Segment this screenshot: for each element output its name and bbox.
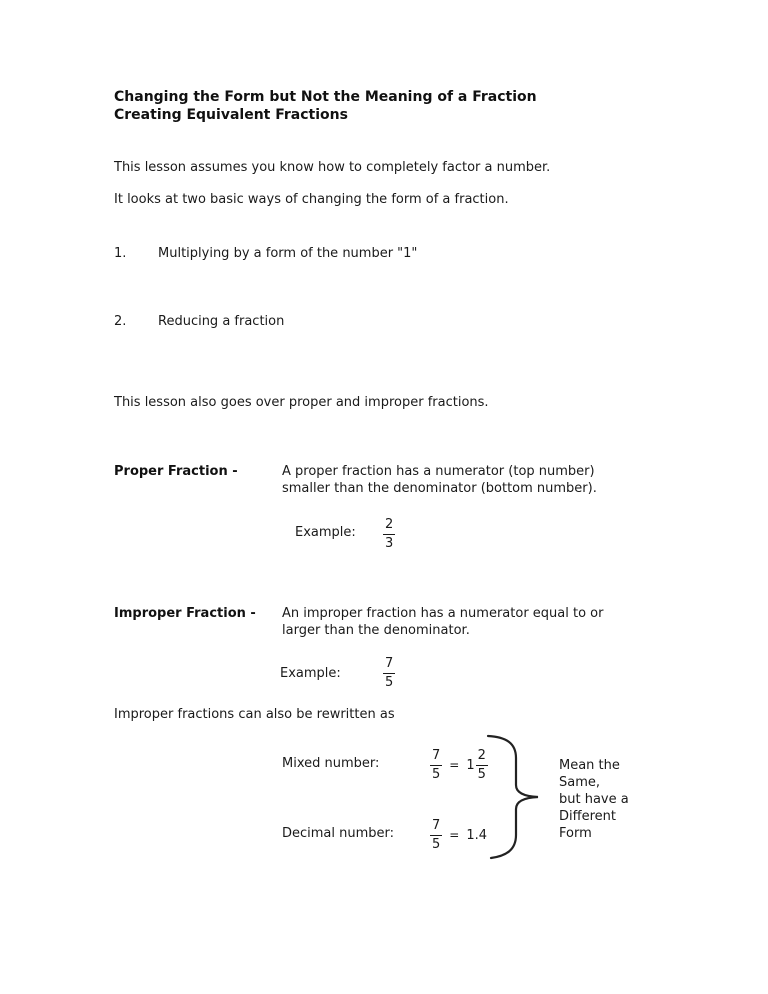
- proper-definition-line-2: smaller than the denominator (bottom number).: [282, 481, 597, 496]
- paragraph-intro-two-ways: It looks at two basic ways of changing the form of a fraction.: [114, 192, 509, 207]
- mixed-number-result: [466, 747, 488, 784]
- whole-number: 1: [466, 757, 475, 773]
- term-proper-fraction: Proper Fraction -: [114, 464, 238, 479]
- fraction-denominator: 3: [385, 536, 394, 551]
- fraction-denominator: 5: [432, 836, 441, 852]
- fraction-numerator: 7: [432, 817, 441, 833]
- equals-sign: =: [449, 758, 460, 772]
- brace-caption-line-5: Form: [559, 826, 592, 841]
- right-curly-brace-icon: [486, 730, 548, 863]
- improper-example-fraction: [383, 655, 395, 692]
- proper-example-label: Example:: [295, 525, 356, 540]
- brace-caption-line-4: Different: [559, 809, 616, 824]
- decimal-equation: [430, 816, 487, 854]
- fraction-numerator: 2: [477, 747, 486, 763]
- decimal-lhs-fraction: [430, 817, 442, 854]
- improper-definition-line-1: An improper fraction has a numerator equal to or: [282, 606, 604, 621]
- list-item-1-number: 1.: [114, 246, 127, 261]
- fraction-numerator: 2: [385, 517, 394, 532]
- page-title-line-2: Creating Equivalent Fractions: [114, 107, 348, 123]
- fraction-denominator: 5: [432, 766, 441, 782]
- mixed-number-equation: [430, 746, 488, 784]
- paragraph-rewritten-as: Improper fractions can also be rewritten as: [114, 707, 395, 722]
- fraction-numerator: 7: [385, 656, 394, 671]
- proper-fraction-definition: [282, 463, 597, 497]
- fraction-denominator: 5: [385, 675, 394, 690]
- page-title: [114, 88, 537, 124]
- mixed-number-label: Mixed number:: [282, 756, 380, 771]
- mixed-lhs-fraction: [430, 747, 442, 784]
- brace-caption: [559, 757, 629, 842]
- list-item-2-text: Reducing a fraction: [158, 314, 285, 329]
- paragraph-proper-improper: This lesson also goes over proper and improper fractions.: [114, 395, 489, 410]
- decimal-result: 1.4: [466, 827, 488, 843]
- equals-sign: =: [449, 828, 460, 842]
- brace-caption-line-2: Same,: [559, 775, 601, 790]
- term-improper-fraction: Improper Fraction -: [114, 606, 256, 621]
- improper-example-label: Example:: [280, 666, 341, 681]
- fraction-denominator: 5: [477, 766, 486, 782]
- brace-caption-line-3: but have a: [559, 792, 629, 807]
- list-item-2-number: 2.: [114, 314, 127, 329]
- list-item-1-text: Multiplying by a form of the number "1": [158, 246, 418, 261]
- improper-fraction-definition: [282, 605, 603, 639]
- improper-definition-line-2: larger than the denominator.: [282, 623, 470, 638]
- fraction-numerator: 7: [432, 747, 441, 763]
- paragraph-intro-factor: This lesson assumes you know how to completely factor a number.: [114, 160, 551, 175]
- brace-caption-line-1: Mean the: [559, 758, 620, 773]
- proper-definition-line-1: A proper fraction has a numerator (top number): [282, 464, 595, 479]
- page-title-line-1: Changing the Form but Not the Meaning of a Fraction: [114, 89, 537, 105]
- proper-example-fraction: [383, 516, 395, 553]
- decimal-number-label: Decimal number:: [282, 826, 395, 841]
